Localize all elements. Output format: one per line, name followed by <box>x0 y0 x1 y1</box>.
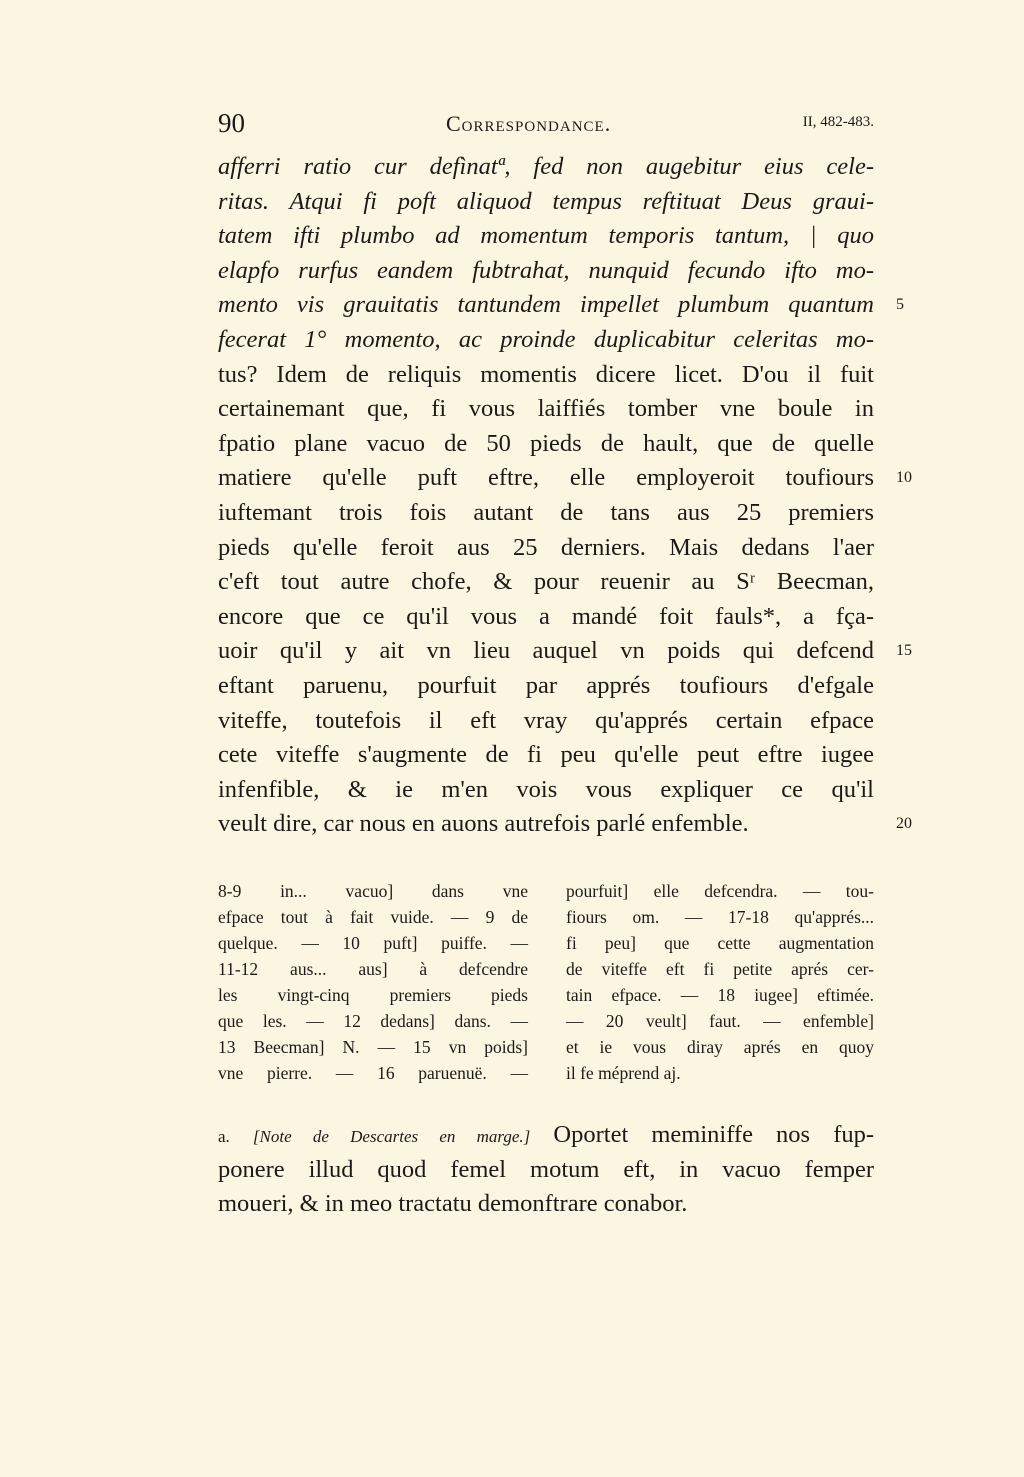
footnote-note: [Note de Descartes en marge.] <box>252 1127 531 1146</box>
text-line: fecerat 1° momento, ac proinde duplicabitur celeritas mo- <box>218 325 874 353</box>
variant-line: les vingt-cinq premiers pieds <box>218 985 528 1005</box>
variant-line: vne pierre. — 16 paruenuë. — <box>218 1063 528 1083</box>
variants-right-column <box>566 878 874 1086</box>
main-text <box>218 150 874 842</box>
text-line: tatem ifti plumbo ad momentum temporis tantum, | quo <box>218 222 874 250</box>
line-number: 10 <box>896 469 912 487</box>
text-line: encore que ce qu'il vous a mandé foit fauls*, a fça- <box>218 602 874 630</box>
text-line: iuftemant trois fois autant de tans aus 25 premiers <box>218 498 874 526</box>
page-header <box>218 108 874 144</box>
line-number: 20 <box>896 815 912 833</box>
variant-line: fiours om. — 17-18 qu'apprés... <box>566 907 874 927</box>
text-line: eftant paruenu, pourfuit par apprés toufiours d'efgale <box>218 671 874 699</box>
variant-line: de viteffe eft fi petite aprés cer- <box>566 959 874 979</box>
footnote-text: Oportet meminiffe nos fup- <box>553 1121 875 1148</box>
text-line: elapfo rurfus eandem fubtrahat, nunquid fecundo ifto mo- <box>218 256 874 284</box>
text-line: ritas. Atqui fi poft aliquod tempus reftituat Deus graui- <box>218 187 874 215</box>
text-line: viteffe, toutefois il eft vray qu'apprés certain efpace <box>218 706 874 734</box>
footnote-marker: a. <box>218 1127 230 1146</box>
variant-line: 13 Beecman] N. — 15 vn poids] <box>218 1037 528 1057</box>
variant-line: — 20 veult] faut. — enfemble] <box>566 1011 874 1031</box>
text-line: infenfible, & ie m'en vois vous expliquer ce qu'il <box>218 775 874 803</box>
variant-line: 11-12 aus... aus] à defcendre <box>218 959 528 979</box>
footnote-line <box>218 1118 874 1153</box>
text-line: c'eft tout autre chofe, & pour reuenir au Sʳ Beecman, <box>218 568 874 596</box>
text-line: cete viteffe s'augmente de fi peu qu'elle peut eftre iugee <box>218 741 874 769</box>
text-line: mento vis grauitatis tantundem impellet plumbum quantum <box>218 291 874 319</box>
text-line: afferri ratio cur defìnatª, fed non augebitur eius cele- <box>218 153 874 180</box>
text-line: pieds qu'elle feroit aus 25 derniers. Mais dedans l'aer <box>218 533 874 561</box>
page-range: II, 482-483. <box>802 114 874 130</box>
variant-line: quelque. — 10 puft] puiffe. — <box>218 933 528 953</box>
text-line: certainemant que, fi vous laiffiés tomber vne boule in <box>218 395 874 423</box>
text-line: tus? Idem de reliquis momentis dicere licet. D'ou il fuit <box>218 360 874 388</box>
variant-line: tain efpace. — 18 iugee] eftimée. <box>566 985 874 1005</box>
variant-line: il fe méprend aj. <box>566 1063 681 1083</box>
variant-line: 8-9 in... vacuo] dans vne <box>218 881 528 901</box>
variant-line: que les. — 12 dedans] dans. — <box>218 1011 528 1031</box>
footnote-line: moueri, & in meo tractatu demonftrare conabor. <box>218 1190 688 1217</box>
variant-line: efpace tout à fait vuide. — 9 de <box>218 907 528 927</box>
footnote <box>218 1118 874 1222</box>
text-line: uoir qu'il y ait vn lieu auquel vn poids qui defcend <box>218 637 874 665</box>
text-line: matiere qu'elle puft eftre, elle employeroit toufiours <box>218 464 874 492</box>
text-line: fpatio plane vacuo de 50 pieds de hault, que de quelle <box>218 429 874 457</box>
text-line: veult dire, car nous en auons autrefois parlé enfemble. <box>218 810 749 838</box>
variant-line: pourfuit] elle defcendra. — tou- <box>566 881 874 901</box>
variant-line: fi peu] que cette augmentation <box>566 933 874 953</box>
variants-left-column <box>218 878 528 1086</box>
footnote-line: ponere illud quod femel motum eft, in vacuo femper <box>218 1155 874 1183</box>
line-number: 15 <box>896 642 912 660</box>
line-number: 5 <box>896 296 904 314</box>
variant-line: et ie vous diray aprés en quoy <box>566 1037 874 1057</box>
page-number: 90 <box>218 108 245 138</box>
running-title: Correspondance. <box>446 111 612 136</box>
